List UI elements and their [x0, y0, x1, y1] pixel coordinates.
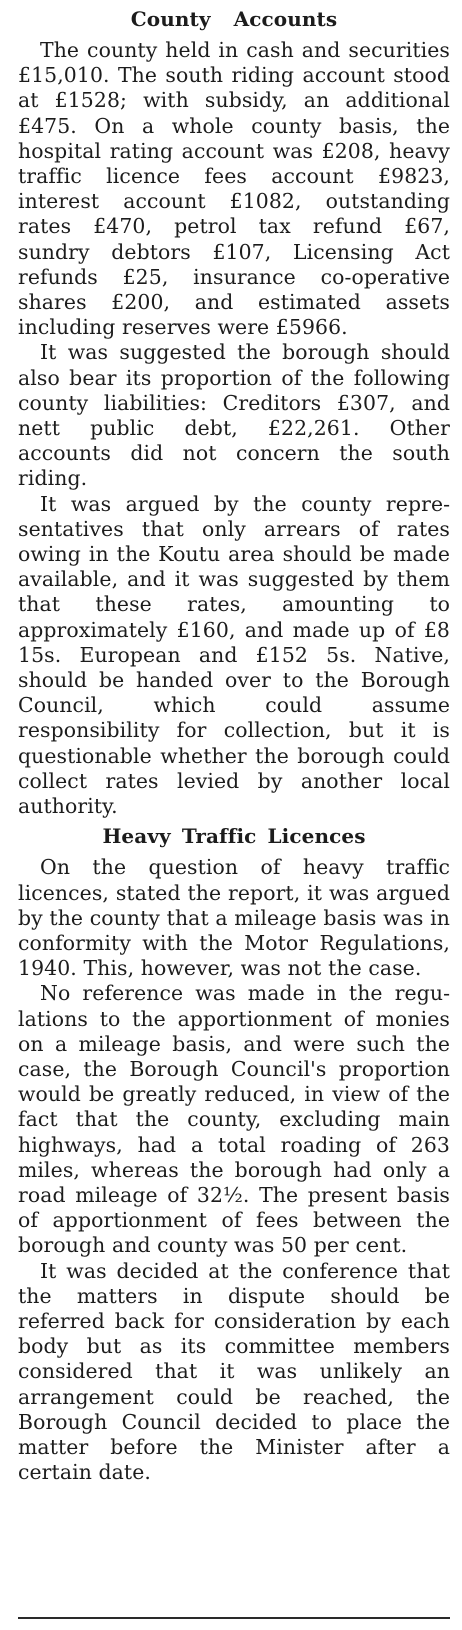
paragraph-conference-decision: It was decided at the conference that the matters in dispute should be referred back for consideration by each body but as its committee members considered that it was unlikely an arrangement could be reached, the Borough Council decided to place the matter before the Minister after a certain date. — [18, 1258, 450, 1485]
column-end-rule — [18, 1617, 450, 1619]
paragraph-county-assets: The county held in cash and securities £15,010. The south riding account stood at £1528; with subsidy, an additional £475. On a whole county basis, the hospital rating account was £208, heavy traffic licence fees account £9823, interest account £1082, outstanding rates £470, petrol tax refund £67, sundry debtors £107, Licensing Act refunds £25, insurance co-operative shares £200, and estimated assets including reserves were £5966. — [18, 38, 450, 340]
section-heading-county-accounts: County Accounts — [130, 7, 338, 31]
paragraph-apportionment: No reference was made in the regulations to the apportionment of monies on a mileage basis, and were such the case, the Borough Council's proportion would be greatly reduced, in view of the fact that the county, excluding main highways, had a total roading of 263 miles, whereas the borough had only a road mileage of 32½. The present basis of apportionment of fees between the borough and county was 50 per cent. — [18, 981, 450, 1258]
section-heading-heavy-traffic: Heavy Traffic Licences — [102, 824, 366, 849]
paragraph-mileage-basis: On the question of heavy traffic licences, stated the report, it was argued by the county that a mileage basis was in conformity with the Motor Regulations, 1940. This, however, was not the case. — [18, 855, 450, 981]
article-column — [18, 4, 450, 1485]
paragraph-koutu-rates: It was argued by the county representatives that only arrears of rates owing in the Koutu area should be made available, and it was suggested by them that these rates, amounting to approximately £160, and made up of £8 15s. European and £152 5s. Native, should be handed over to the Borough Council, which could assume responsibility for collection, but it is questionable whether the borough could collect rates levied by another local authority. — [18, 491, 450, 819]
paragraph-county-liabilities: It was suggested the borough should also bear its proportion of the following county liabilities: Creditors £307, and nett public debt, £22,261. Other accounts did not concern the south riding. — [18, 340, 450, 491]
